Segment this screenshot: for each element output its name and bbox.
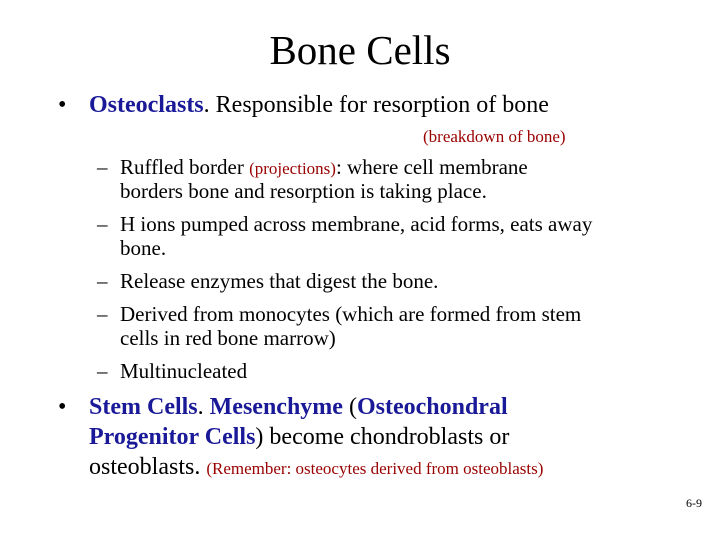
subpoint-2-cont: bone. <box>120 236 167 260</box>
stem-note: (Remember: osteocytes derived from osteoblasts) <box>206 459 544 478</box>
stem-text-2: osteoblasts. <box>89 454 201 480</box>
subpoint-multinucleated: Multinucleated <box>120 359 248 383</box>
bullet-stem-cells: • <box>58 394 67 420</box>
bullet-osteoclasts: • <box>58 92 67 118</box>
subpoint-1-paren: (projections) <box>249 159 336 178</box>
subpoint-enzymes: Release enzymes that digest the bone. <box>120 269 439 293</box>
subpoint-h-ions: H ions pumped across membrane, acid forms, eats away <box>120 212 593 236</box>
osteoclasts-text: Responsible for resorption of bone <box>209 92 549 118</box>
subpoint-ruffled-border <box>120 155 680 181</box>
slide-title: Bone Cells <box>269 27 451 73</box>
stem-period: . <box>197 394 204 420</box>
osteochondral-term: Osteochondral <box>356 394 508 420</box>
subpoint-1-cont: borders bone and resorption is taking place. <box>120 179 487 203</box>
stem-term: Stem Cells <box>89 394 198 420</box>
stem-paren-open: ( <box>342 394 357 420</box>
subpoint-1-b: : where cell membrane <box>335 155 528 179</box>
subpoint-1-a: Ruffled border <box>120 155 250 179</box>
dash-2: – <box>97 212 108 236</box>
osteoclasts-line <box>89 92 549 118</box>
stem-line-3 <box>89 454 543 482</box>
page-number: 6-9 <box>686 496 702 510</box>
dash-5: – <box>97 359 108 383</box>
stem-text-1: ) become chondroblasts or <box>255 424 510 450</box>
stem-line-1 <box>89 394 508 420</box>
dash-4: – <box>97 302 108 326</box>
dash-3: – <box>97 269 108 293</box>
stem-line-2 <box>89 424 509 450</box>
mesenchyme-term: Mesenchyme <box>209 394 343 420</box>
dash-1: – <box>97 155 108 179</box>
osteoclasts-period: . <box>203 92 210 118</box>
osteoclasts-term: Osteoclasts <box>89 92 204 118</box>
subpoint-monocytes: Derived from monocytes (which are formed from stem <box>120 302 582 326</box>
osteoclasts-note: (breakdown of bone) <box>423 127 566 146</box>
progenitor-term: Progenitor Cells <box>89 424 256 450</box>
subpoint-4-cont: cells in red bone marrow) <box>120 326 336 350</box>
